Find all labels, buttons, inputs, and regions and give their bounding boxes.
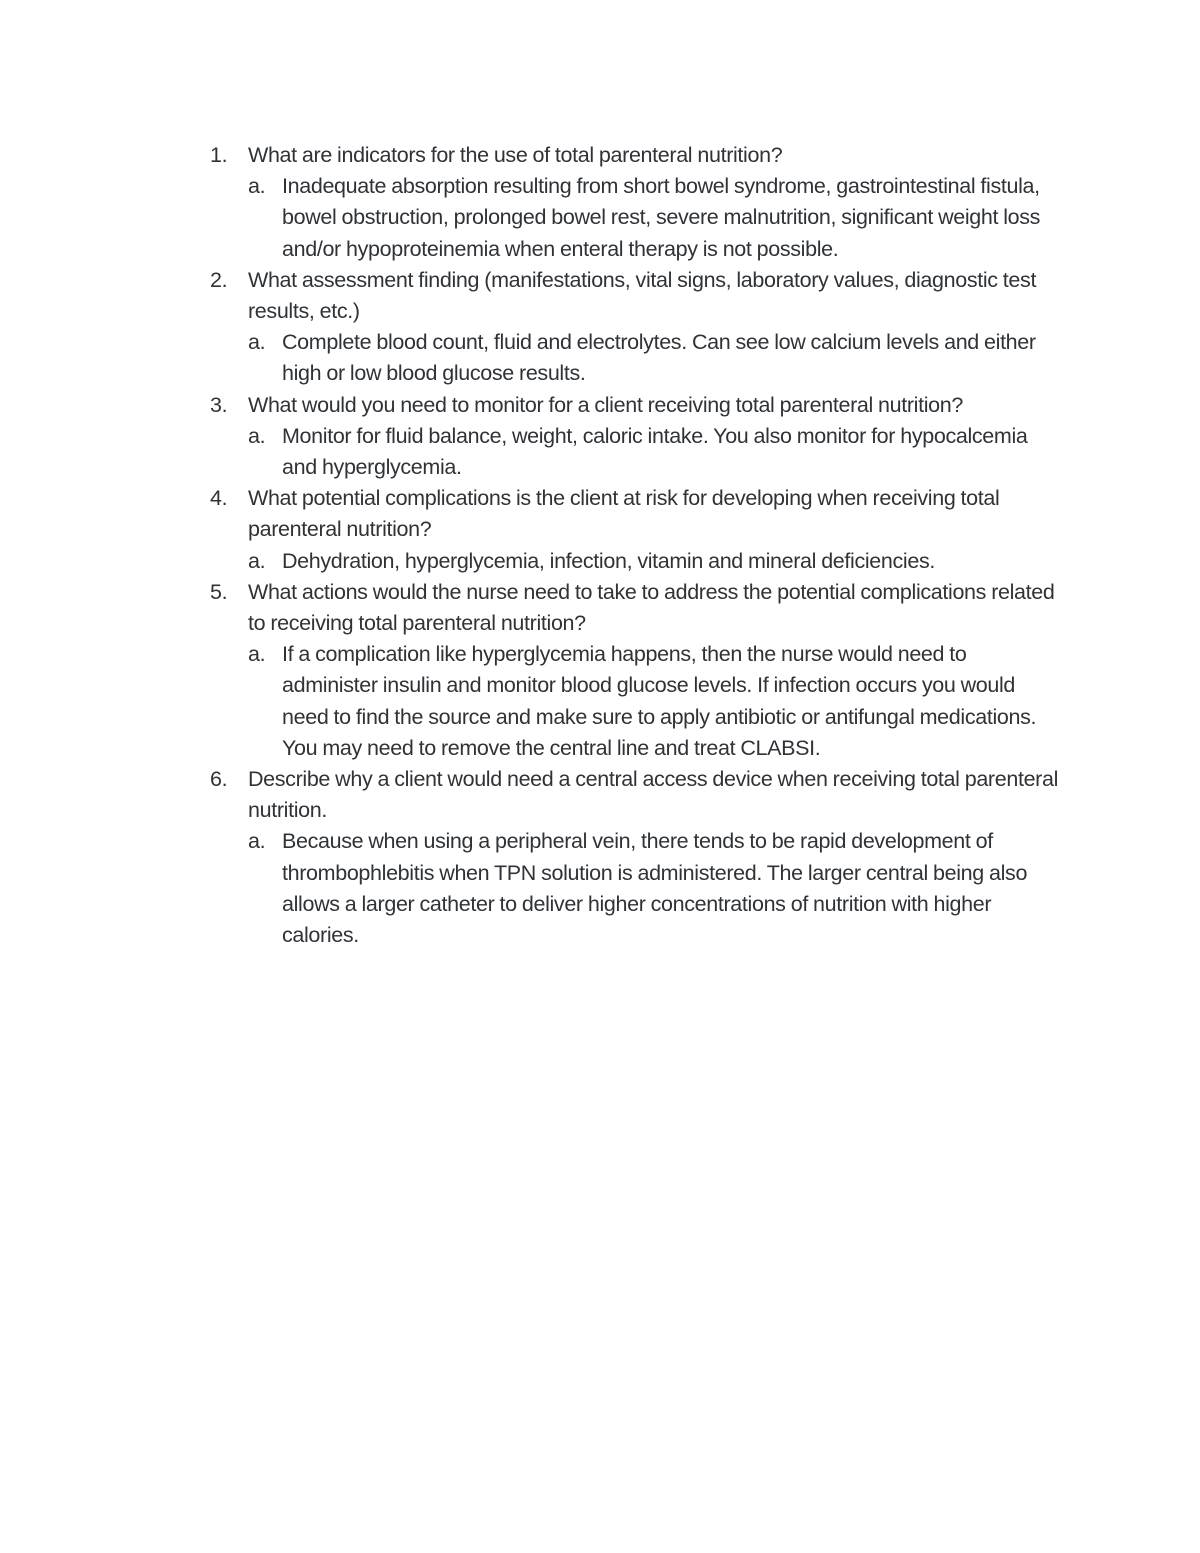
answer-letter: a. xyxy=(248,642,266,667)
question-text: What are indicators for the use of total parenteral nutrition? xyxy=(248,143,783,167)
question-text: What potential complications is the client at risk for developing when receiving total parenteral nutrition? xyxy=(248,486,1000,542)
question-item-3 xyxy=(210,390,1060,421)
answer-item-6 xyxy=(210,826,1060,951)
answer-letter: a. xyxy=(248,548,266,573)
question-item-6 xyxy=(210,764,1060,826)
answer-text: Inadequate absorption resulting from short bowel syndrome, gastrointestinal fistula, bowel obstruction, prolonged bowel rest, severe malnutrition, significant weight loss and/or hypoproteinemia when enteral therapy is not possible. xyxy=(282,174,1041,261)
answer-item-3 xyxy=(210,421,1060,483)
question-item-5 xyxy=(210,577,1060,639)
answer-letter: a. xyxy=(248,829,266,854)
answer-letter: a. xyxy=(248,330,266,355)
answer-text: Complete blood count, fluid and electrolytes. Can see low calcium levels and either high or low blood glucose results. xyxy=(282,330,1036,386)
question-item-4 xyxy=(210,483,1060,545)
question-number: 4. xyxy=(210,486,228,511)
question-number: 2. xyxy=(210,267,228,292)
question-item-2 xyxy=(210,265,1060,327)
answer-item-5 xyxy=(210,639,1060,764)
answer-text: If a complication like hyperglycemia happens, then the nurse would need to administer insulin and monitor blood glucose levels. If infection occurs you would need to find the source and make sure to apply antibiotic or antifungal medications. You may need to remove the central line and treat CLABSI. xyxy=(282,642,1037,760)
answer-letter: a. xyxy=(248,423,266,448)
answer-text: Because when using a peripheral vein, there tends to be rapid development of thrombophlebitis when TPN solution is administered. The larger central being also allows a larger catheter to deliver higher concentrations of nutrition with higher calories. xyxy=(282,829,1028,948)
answer-text: Dehydration, hyperglycemia, infection, vitamin and mineral deficiencies. xyxy=(282,548,935,573)
answer-item-1 xyxy=(210,171,1060,265)
question-text: What would you need to monitor for a client receiving total parenteral nutrition? xyxy=(248,392,963,417)
answer-text: Monitor for fluid balance, weight, caloric intake. You also monitor for hypocalcemia and hyperglycemia. xyxy=(282,423,1028,480)
answer-item-4 xyxy=(210,546,1060,577)
question-list xyxy=(210,140,1060,951)
question-number: 6. xyxy=(210,767,228,792)
question-text: Describe why a client would need a central access device when receiving total parenteral nutrition. xyxy=(248,767,1059,823)
question-text: What actions would the nurse need to take to address the potential complications related to receiving total parenteral nutrition? xyxy=(248,579,1055,636)
question-text: What assessment finding (manifestations, vital signs, laboratory values, diagnostic test results, etc.) xyxy=(248,267,1037,324)
question-number: 5. xyxy=(210,579,228,604)
question-number: 1. xyxy=(210,143,228,167)
answer-letter: a. xyxy=(248,174,266,199)
question-number: 3. xyxy=(210,392,228,417)
answer-item-2 xyxy=(210,327,1060,389)
question-item-1 xyxy=(210,140,1060,171)
